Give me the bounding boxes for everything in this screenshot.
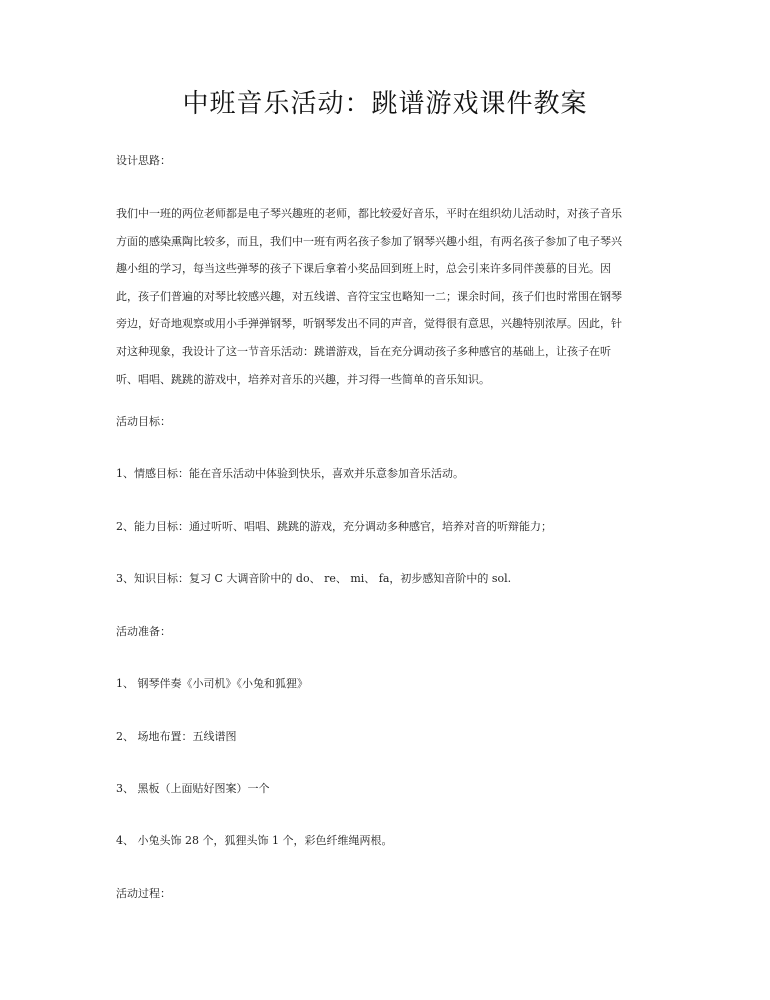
document-title: 中班音乐活动：跳谱游戏课件教案: [182, 89, 588, 119]
section-heading-goals: 活动目标：: [116, 415, 171, 428]
section-heading-prep: 活动准备：: [116, 625, 171, 638]
prep-item-2: 2、 场地布置：五线谱图: [116, 730, 237, 743]
paragraph-line: 我们中一班的两位老师都是电子琴兴趣班的老师，都比较爱好音乐，平时在组织幼儿活动时，对孩子音乐: [116, 207, 622, 220]
goal-item-knowledge: 3、知识目标：复习 C 大调音阶中的 do、 re、 mi、 fa，初步感知音阶中的 sol.: [116, 572, 512, 585]
paragraph-line: 听、唱唱、跳跳的游戏中，培养对音乐的兴趣，并习得一些简单的音乐知识。: [116, 372, 490, 386]
goal-item-emotion: 1、情感目标：能在音乐活动中体验到快乐，喜欢并乐意参加音乐活动。: [116, 467, 464, 480]
section-heading-process: 活动过程：: [116, 887, 171, 900]
goal-item-ability: 2、能力目标：通过听听、唱唱、跳跳的游戏，充分调动多种感官，培养对音的听辩能力；: [116, 520, 552, 533]
prep-item-3: 3、 黑板（上面贴好图案）一个: [116, 782, 270, 795]
paragraph-line: 旁边，好奇地观察或用小手弹弹钢琴，听钢琴发出不同的声音，觉得很有意思，兴趣特别浓厚。因此，针: [116, 317, 622, 331]
prep-item-4: 4、 小兔头饰 28 个，狐狸头饰 1 个，彩色纤维绳两根。: [116, 834, 393, 847]
paragraph-line: 对这种现象，我设计了这一节音乐活动：跳谱游戏，旨在充分调动孩子多种感官的基础上，让孩子在听: [116, 344, 611, 358]
prep-item-1: 1、 钢琴伴奏《小司机》《小兔和狐狸》: [116, 677, 308, 690]
design-paragraph: [116, 200, 661, 393]
paragraph-line: 此，孩子们普遍的对琴比较感兴趣，对五线谱、音符宝宝也略知一二；课余时间，孩子们也时常围在钢琴: [116, 289, 622, 303]
paragraph-line: 方面的感染熏陶比较多，而且，我们中一班有两名孩子参加了钢琴兴趣小组，有两名孩子参加了电子琴兴: [116, 234, 622, 248]
paragraph-line: 趣小组的学习，每当这些弹琴的孩子下课后拿着小奖品回到班上时，总会引来许多同伴羡慕的目光。因: [116, 262, 611, 276]
section-heading-design: 设计思路：: [116, 154, 171, 167]
